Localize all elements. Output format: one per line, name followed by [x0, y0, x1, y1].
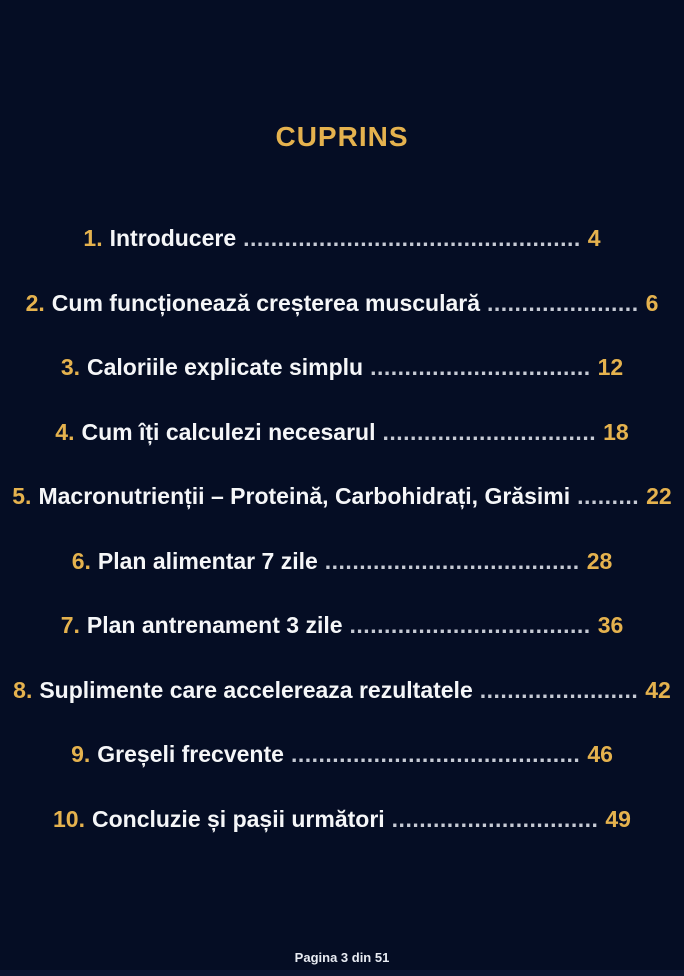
toc-entry-page: 28 [586, 547, 613, 574]
toc-entry-title: Caloriile explicate simplu [87, 354, 364, 380]
toc-leader-dots: ....................... [479, 676, 639, 703]
toc-entry-page: 4 [587, 225, 601, 251]
page-bottom-edge [0, 970, 684, 976]
toc-entry-7[interactable] [0, 593, 684, 658]
toc-entry-page: 42 [645, 676, 671, 703]
toc-entry-5[interactable] [0, 464, 684, 529]
toc-entry-title: Cum funcționează creșterea musculară [51, 289, 480, 316]
toc-entry-title: Macronutrienții – Proteină, Carbohidrați, Grăsimi [38, 483, 571, 509]
toc-entry-4[interactable] [0, 400, 684, 465]
toc-entry-number: 10. [53, 805, 85, 832]
toc-entry-page: 18 [603, 418, 629, 445]
toc-leader-dots: ......... [577, 483, 640, 509]
toc-leader-dots: ...................... [487, 289, 639, 316]
toc-leader-dots: .............................. [391, 805, 599, 832]
toc-entry-9[interactable] [0, 722, 684, 787]
toc-entry-number: 7. [60, 612, 80, 638]
table-of-contents [0, 206, 684, 851]
toc-leader-dots: ..................................... [324, 547, 580, 574]
toc-entry-number: 9. [71, 741, 91, 767]
toc-entry-title: Concluzie și pașii următori [91, 805, 385, 832]
toc-entry-number: 1. [83, 225, 103, 251]
toc-entry-page: 6 [645, 289, 659, 316]
toc-entry-title: Cum îți calculezi necesarul [81, 418, 376, 445]
page-title: CUPRINS [275, 121, 409, 152]
toc-leader-dots: ................................... [349, 612, 591, 638]
toc-entry-page: 12 [597, 354, 624, 380]
page-number-footer: Pagina 3 din 51 [294, 950, 390, 965]
toc-entry-title: Introducere [109, 225, 237, 251]
toc-leader-dots: .......................................... [290, 741, 581, 767]
toc-entry-page: 36 [597, 612, 624, 638]
toc-entry-8[interactable] [0, 658, 684, 723]
toc-entry-title: Greșeli frecvente [97, 741, 284, 767]
toc-entry-10[interactable] [0, 787, 684, 852]
toc-entry-number: 5. [12, 483, 32, 509]
toc-leader-dots: ............................... [382, 418, 597, 445]
toc-entry-title: Plan alimentar 7 zile [97, 547, 318, 574]
toc-entry-page: 22 [646, 483, 672, 509]
toc-entry-6[interactable] [0, 529, 684, 594]
toc-leader-dots: ................................ [370, 354, 591, 380]
toc-entry-page: 49 [605, 805, 631, 832]
toc-entry-2[interactable] [0, 271, 684, 336]
toc-entry-page: 46 [587, 741, 613, 767]
toc-entry-number: 4. [55, 418, 75, 445]
toc-entry-1[interactable] [0, 206, 684, 271]
toc-entry-title: Suplimente care accelereaza rezultatele [39, 676, 473, 703]
toc-entry-title: Plan antrenament 3 zile [86, 612, 343, 638]
toc-entry-number: 8. [13, 676, 33, 703]
toc-entry-number: 6. [71, 547, 91, 574]
toc-entry-number: 2. [25, 289, 45, 316]
toc-leader-dots: ................................................. [243, 225, 581, 251]
toc-entry-number: 3. [60, 354, 80, 380]
toc-entry-3[interactable] [0, 335, 684, 400]
